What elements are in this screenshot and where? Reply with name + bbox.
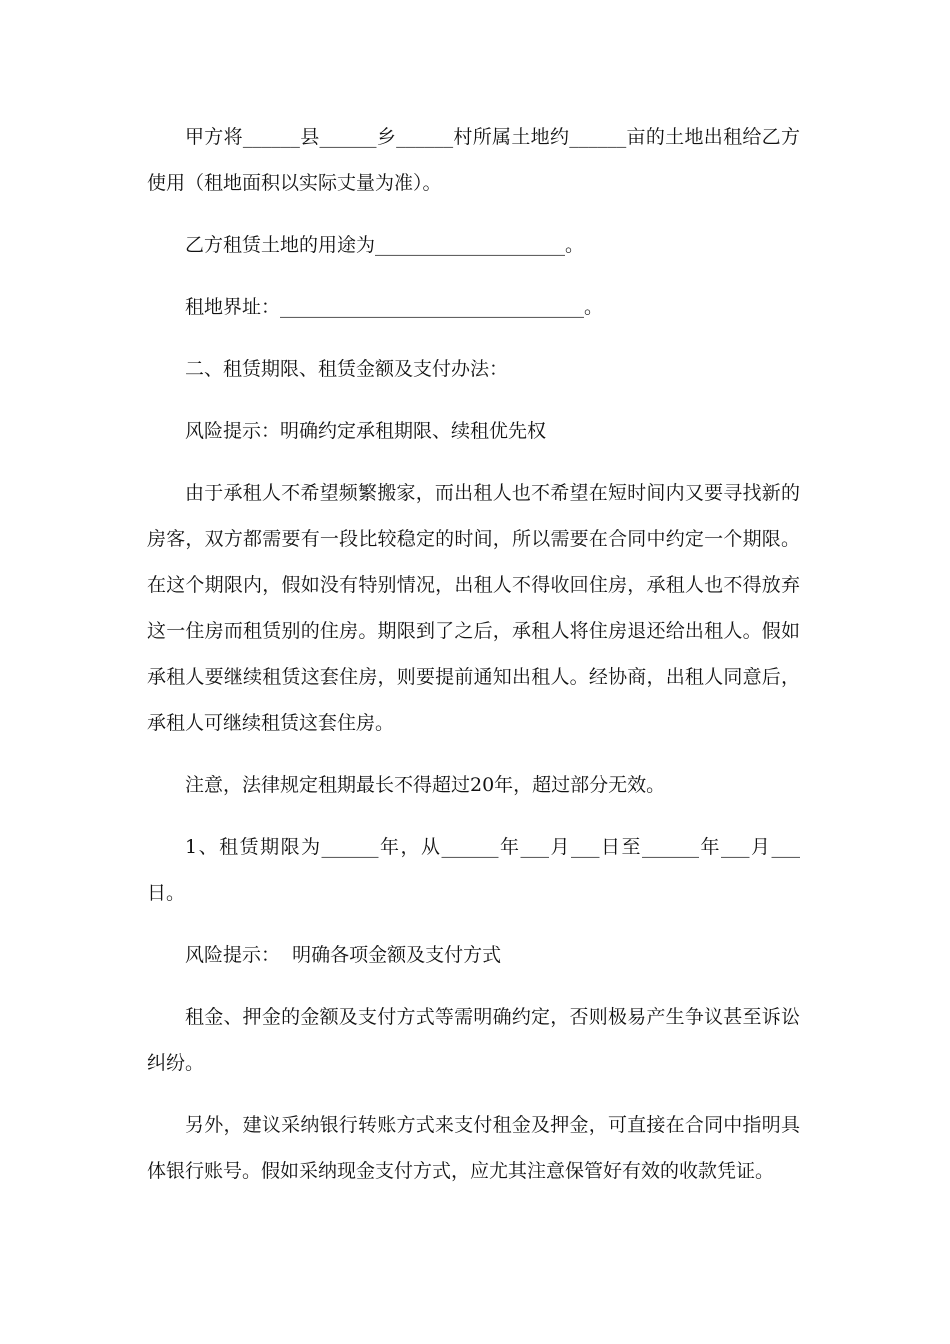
paragraph-legal-note: 注意，法律规定租期最长不得超过20年，超过部分无效。	[185, 774, 666, 796]
paragraph-payment-terms: 租金、押金的金额及支付方式等需明确约定，否则极易产生争议甚至诉讼纠纷。	[147, 1006, 800, 1074]
section-heading-term-payment: 二、租赁期限、租赁金额及支付办法：	[185, 358, 509, 380]
paragraph-land-lease: 甲方将______县______乡______村所属土地约______亩的土地出租给乙方使用（租地面积以实际丈量为准）。	[147, 126, 800, 194]
paragraph-bank-transfer: 另外，建议采纳银行转账方式来支付租金及押金，可直接在合同中指明具体银行账号。假如采纳现金支付方式，应尤其注意保管好有效的收款凭证。	[147, 1114, 800, 1182]
paragraph-term-explanation: 由于承租人不希望频繁搬家，而出租人也不希望在短时间内又要寻找新的房客，双方都需要有一段比较稳定的时间，所以需要在合同中约定一个期限。在这个期限内，假如没有特别情况，出租人不得收回住房，承租人也不得放弃这一住房而租赁别的住房。期限到了之后，承租人将住房退还给出租人。假如承租人要继续租赁这套住房，则要提前通知出租人。经协商，出租人同意后，承租人可继续租赁这套住房。	[147, 482, 800, 734]
paragraph-boundary: 租地界址：________________________________。	[185, 296, 604, 318]
risk-tip-term: 风险提示：明确约定承租期限、续租优先权	[185, 420, 547, 442]
risk-tip-payment: 风险提示： 明确各项金额及支付方式	[185, 944, 502, 966]
paragraph-lease-period: 1、租赁期限为______年，从______年___月___日至______年___月___日。	[147, 836, 800, 904]
paragraph-land-use: 乙方租赁土地的用途为____________________。	[185, 234, 585, 256]
